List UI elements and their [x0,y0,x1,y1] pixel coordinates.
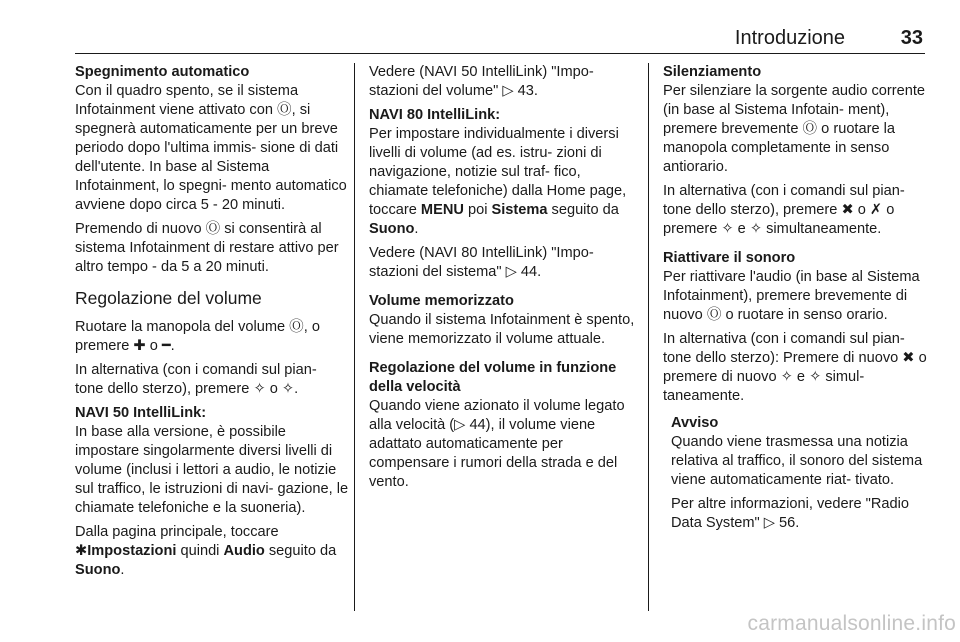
paragraph: Vedere (NAVI 80 IntelliLink) "Impo- stazioni del sistema" ▷ 44. [369,245,594,280]
paragraph: In alternativa (con i comandi sul pian- tone dello sterzo): Premere di nuovo ✖ o premere di nuovo ✧ e ✧ simul- taneamente. [663,331,927,404]
gear-icon: ✱ [75,543,88,559]
paragraph: Per impostare individualmente i diversi livelli di volume (ad es. istru- zioni di navigazione, notizie sul traf- fico, chiamate telefoniche) dalla Home page, toccare MENU poi Sistema seguito da Suono. [369,126,627,237]
page-header [75,26,925,50]
paragraph: Per altre informazioni, vedere "Radio Data System" ▷ 56. [671,496,909,531]
minus-icon: ━ [161,338,171,354]
notice-heading: Avviso [671,415,719,431]
section-heading-auto-off: Spegnimento automatico [75,64,250,80]
column-divider-1 [354,63,355,611]
paragraph: In base alla versione, è possibile impostare singolarmente diversi livelli di volume (inclusi i lettori a audio, le notizie sul traffico, le istruzioni di navi- gazione, le chiamate telefoniche e la suoneria). [75,424,349,516]
plus-icon: ✚ [133,338,146,354]
watermark: carmanualsonline.info [747,612,956,635]
header-rule [75,53,925,54]
section-heading-mute: Silenziamento [663,64,762,80]
section-heading-speed-volume: Regolazione del volume in funzione della velocità [369,360,617,395]
section-heading-navi80: NAVI 80 IntelliLink: [369,107,501,123]
notice-box [663,414,937,533]
section-heading-unmute: Riattivare il sonoro [663,250,796,266]
section-heading-stored-volume: Volume memorizzato [369,293,514,309]
section-heading-volume: Regolazione del volume [75,288,262,308]
paragraph: Per silenziare la sorgente audio corrente (in base al Sistema Infotain- ment), premere brevemente Ⓞ o ruotare la manopola completamente in senso antiorario. [663,83,926,175]
paragraph: Ruotare la manopola del volume Ⓞ, o premere ✚ o ━. [75,319,320,354]
page-number: 33 [900,27,923,49]
paragraph: Quando il sistema Infotainment è spento, viene memorizzato il volume attuale. [369,312,635,347]
column-divider-2 [648,63,649,611]
paragraph: Con il quadro spento, se il sistema Infotainment viene attivato con Ⓞ, si spegnerà automaticamente per un breve periodo dopo l'ultima immis- sione di dati dell'utente. In base al Sistema Infotainment, lo spegni- mento automatico avviene dopo circa 5 - 20 minuti. [75,83,347,213]
column-3 [663,63,937,538]
paragraph: In alternativa (con i comandi sul pian- tone dello sterzo), premere ✧ o ✧. [75,362,317,397]
paragraph: Quando viene trasmessa una notizia relativa al traffico, il sonoro del sistema viene automaticamente riat- tivato. [671,434,923,488]
paragraph: In alternativa (con i comandi sul pian- tone dello sterzo), premere ✖ o ✗ o premere ✧ e ✧ simultaneamente. [663,183,905,237]
section-heading-navi50: NAVI 50 IntelliLink: [75,405,207,421]
paragraph: Dalla pagina principale, toccare ✱Impostazioni quindi Audio seguito da Suono. [75,524,337,578]
paragraph: Quando viene azionato il volume legato alla velocità (▷ 44), il volume viene adattato automaticamente per compensare i rumori della strada e del vento. [369,398,625,490]
paragraph: Vedere (NAVI 50 IntelliLink) "Impo- stazioni del volume" ▷ 43. [369,64,594,99]
chapter-title: Introduzione [734,27,845,49]
paragraph: Premendo di nuovo Ⓞ si consentirà al sistema Infotainment di restare attivo per altro tempo - da 5 a 20 minuti. [75,221,339,275]
paragraph: Per riattivare l'audio (in base al Sistema Infotainment), premere brevemente di nuovo Ⓞ o ruotare in senso orario. [663,269,920,323]
column-1 [75,63,349,585]
column-2 [369,63,643,497]
